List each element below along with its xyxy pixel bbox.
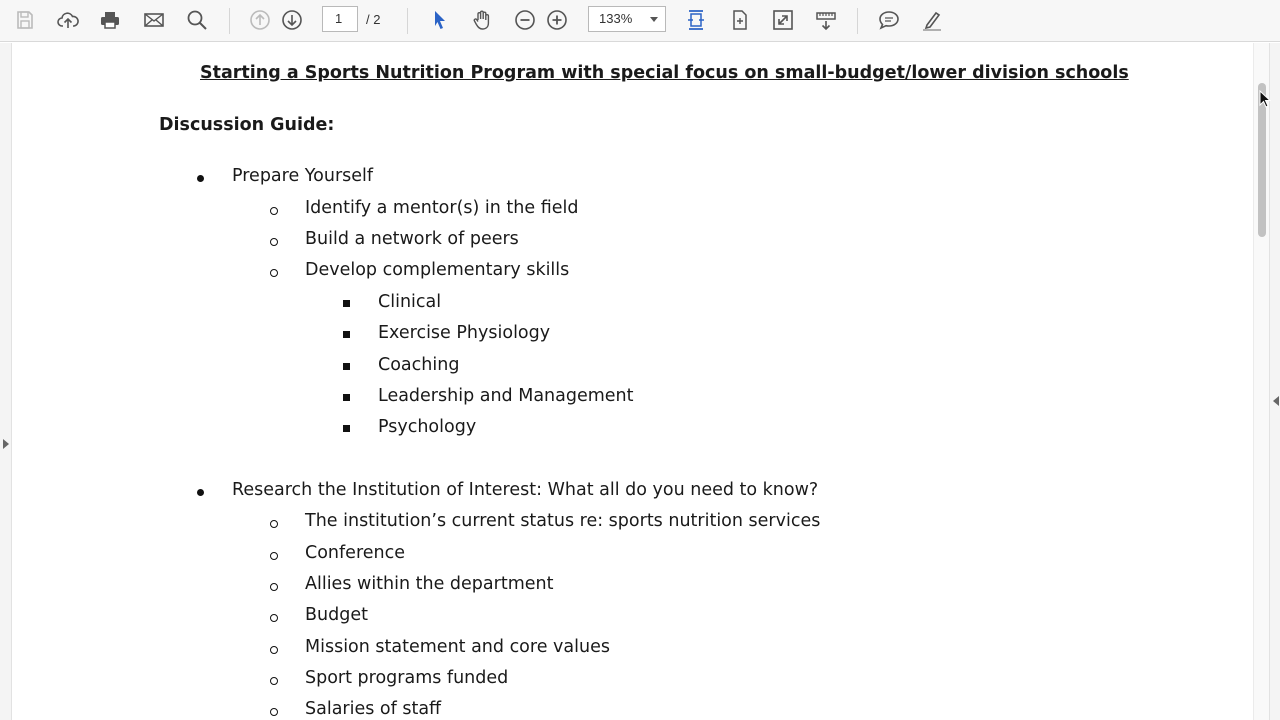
bullet-square xyxy=(343,331,350,338)
list-item-label: Salaries of staff xyxy=(305,699,442,719)
list-item xyxy=(12,511,1252,535)
print-icon[interactable] xyxy=(96,6,124,34)
list-item-label: Psychology xyxy=(378,417,477,437)
list-item xyxy=(12,292,1252,316)
list-item-label: Identify a mentor(s) in the field xyxy=(305,198,579,218)
bullet-circle xyxy=(270,552,278,560)
list-item-label: Exercise Physiology xyxy=(378,323,551,343)
bullet-square xyxy=(343,300,350,307)
bullet-disc xyxy=(197,175,204,182)
bullet-circle xyxy=(270,708,278,716)
next-page-icon[interactable] xyxy=(278,6,306,34)
highlight-icon[interactable] xyxy=(918,6,946,34)
toolbar-divider xyxy=(229,8,230,34)
mouse-cursor-icon xyxy=(1259,90,1271,113)
list-item xyxy=(12,668,1252,692)
expand-right-panel-icon[interactable] xyxy=(1273,396,1279,406)
list-item xyxy=(12,637,1252,661)
zoom-out-icon[interactable] xyxy=(511,6,539,34)
list-item xyxy=(12,417,1252,441)
bullet-square xyxy=(343,363,350,370)
list-item xyxy=(12,198,1252,222)
list-item-label: Allies within the department xyxy=(305,574,554,594)
list-item xyxy=(12,355,1252,379)
list-item-label: The institution’s current status re: sports nutrition services xyxy=(305,511,821,531)
bullet-circle xyxy=(270,269,278,277)
list-item xyxy=(12,166,1252,190)
bullet-circle xyxy=(270,520,278,528)
list-item-label: Develop complementary skills xyxy=(305,260,570,280)
page-number-input[interactable]: 1 xyxy=(322,6,358,32)
bullet-circle xyxy=(270,207,278,215)
save-icon[interactable] xyxy=(11,6,39,34)
zoom-in-icon[interactable] xyxy=(543,6,571,34)
page-total: / 2 xyxy=(366,12,381,27)
email-icon[interactable] xyxy=(140,6,168,34)
list-item xyxy=(12,605,1252,629)
toolbar-divider xyxy=(407,8,408,34)
list-item-label: Clinical xyxy=(378,292,442,312)
right-panel-handle[interactable] xyxy=(1269,43,1280,720)
zoom-value: 133% xyxy=(599,11,633,26)
hand-tool-icon[interactable] xyxy=(468,6,496,34)
select-tool-icon[interactable] xyxy=(425,6,453,34)
bullet-circle xyxy=(270,238,278,246)
left-panel-handle[interactable] xyxy=(0,43,12,720)
bullet-square xyxy=(343,425,350,432)
document-page xyxy=(12,43,1252,720)
rotate-page-icon[interactable] xyxy=(726,6,754,34)
expand-left-panel-icon[interactable] xyxy=(3,439,9,449)
list-item-label: Mission statement and core values xyxy=(305,637,610,657)
list-item xyxy=(12,574,1252,598)
list-item-label: Build a network of peers xyxy=(305,229,519,249)
bullet-circle xyxy=(270,583,278,591)
list-item-label: Budget xyxy=(305,605,368,625)
list-item xyxy=(12,260,1252,284)
list-item-label: Coaching xyxy=(378,355,460,375)
prev-page-icon[interactable] xyxy=(246,6,274,34)
list-item xyxy=(12,323,1252,347)
fullscreen-icon[interactable] xyxy=(769,6,797,34)
bullet-circle xyxy=(270,646,278,654)
toolbar xyxy=(0,0,1280,42)
bullet-circle xyxy=(270,677,278,685)
search-icon[interactable] xyxy=(183,6,211,34)
bullet-disc xyxy=(197,489,204,496)
toolbar-divider xyxy=(857,8,858,34)
vertical-scrollbar[interactable] xyxy=(1253,43,1270,720)
list-item-label: Conference xyxy=(305,543,406,563)
list-item-label: Leadership and Management xyxy=(378,386,634,406)
read-mode-icon[interactable] xyxy=(812,6,840,34)
upload-icon[interactable] xyxy=(54,6,82,34)
fit-page-icon[interactable] xyxy=(682,6,710,34)
list-item xyxy=(12,480,1252,504)
list-item xyxy=(12,229,1252,253)
list-item xyxy=(12,543,1252,567)
zoom-select[interactable] xyxy=(588,6,666,32)
document-title: Starting a Sports Nutrition Program with special focus on small-budget/lower division schools xyxy=(200,63,1129,83)
comment-icon[interactable] xyxy=(875,6,903,34)
chevron-down-icon xyxy=(650,17,658,22)
list-item xyxy=(12,699,1252,720)
list-item-label: Research the Institution of Interest: What all do you need to know? xyxy=(232,480,819,500)
list-item xyxy=(12,386,1252,410)
bullet-circle xyxy=(270,614,278,622)
list-item-label: Prepare Yourself xyxy=(232,166,374,186)
document-heading: Discussion Guide: xyxy=(159,115,335,135)
bullet-square xyxy=(343,394,350,401)
list-item-label: Sport programs funded xyxy=(305,668,509,688)
